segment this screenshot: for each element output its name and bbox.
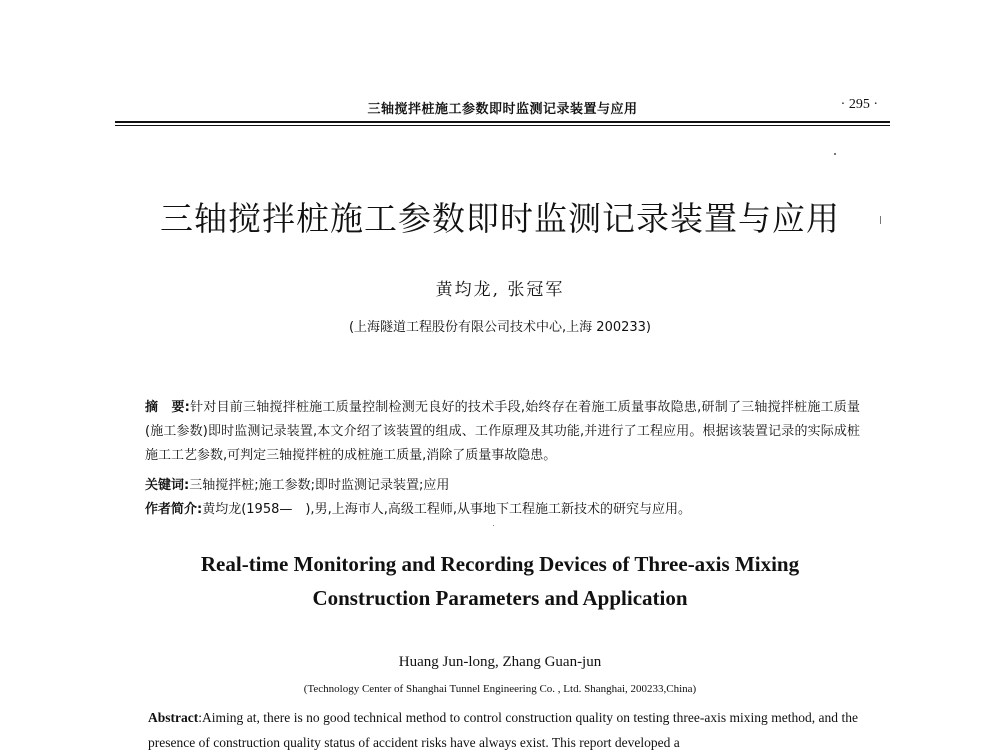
- author-bio-cn-label: 作者简介:: [145, 502, 203, 517]
- author-bio-cn: [145, 498, 860, 517]
- abstract-cn-label: 摘 要:: [145, 400, 190, 415]
- keywords-cn-text: 三轴搅拌桩;施工参数;即时监测记录装置;应用: [189, 478, 450, 493]
- keywords-cn: [145, 474, 860, 493]
- affiliation-cn: (上海隧道工程股份有限公司技术中心,上海 200233): [348, 320, 652, 335]
- running-header: [115, 96, 890, 118]
- affiliation-en: (Technology Center of Shanghai Tunnel Engineering Co. , Ltd. Shanghai, 200233,China): [303, 683, 697, 695]
- paper-title-en-line2: Construction Parameters and Application: [312, 586, 688, 610]
- keywords-cn-label: 关键词:: [145, 478, 190, 493]
- abstract-en-text: :Aiming at, there is no good technical method to control construction quality on testing three-axis mixing method, and the presence of construction quality status of accident risks have always exist. This report developed a: [148, 710, 858, 750]
- authors-cn: 黄均龙, 张冠军: [435, 280, 565, 300]
- header-rule-thick: [115, 121, 890, 123]
- header-rule-thin: [115, 125, 890, 126]
- scan-speck: [493, 525, 494, 526]
- abstract-cn-text: 针对目前三轴搅拌桩施工质量控制检测无良好的技术手段,始终存在着施工质量事故隐患,研制了三轴搅拌桩施工质量(施工参数)即时监测记录装置,本文介绍了该装置的组成、工作原理及其功能,并进行了工程应用。根据该装置记录的实际成桩施工工艺参数,可判定三轴搅拌桩的成桩施工质量,消除了质量事故隐患。: [145, 400, 861, 463]
- page-number: · 295 ·: [840, 97, 878, 112]
- authors-en: Huang Jun-long, Zhang Guan-jun: [398, 654, 602, 670]
- paper-title-en: [0, 547, 1000, 615]
- abstract-en: [148, 705, 858, 755]
- running-title: 三轴搅拌桩施工参数即时监测记录装置与应用: [367, 102, 638, 117]
- scan-speck: [834, 153, 836, 155]
- author-bio-cn-text: 黄均龙(1958— ),男,上海市人,高级工程师,从事地下工程施工新技术的研究与应用。: [202, 502, 691, 517]
- paper-title-en-line1: Real-time Monitoring and Recording Devices of Three-axis Mixing: [200, 552, 800, 576]
- abstract-en-label: Abstract: [148, 710, 199, 725]
- abstract-cn: [145, 396, 860, 468]
- paper-title-cn: 三轴搅拌桩施工参数即时监测记录装置与应用: [160, 199, 840, 238]
